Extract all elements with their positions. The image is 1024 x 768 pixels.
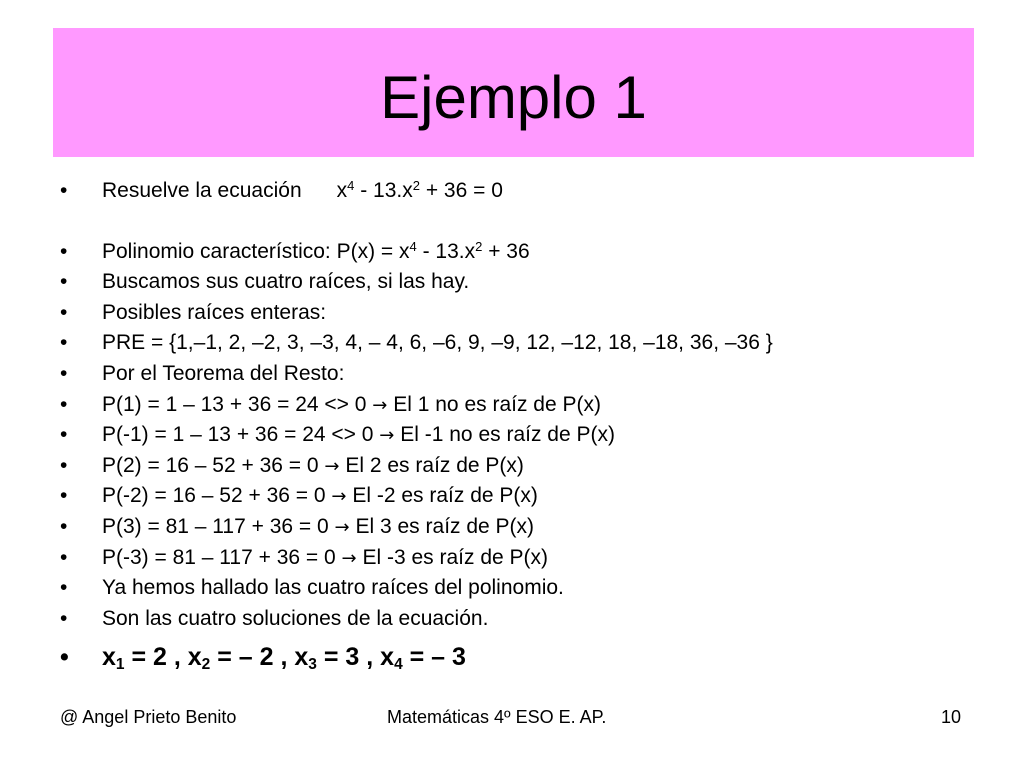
arrow-right-icon: → <box>372 394 388 416</box>
list-item-found-roots: • Ya hemos hallado las cuatro raíces del polinomio. <box>60 573 980 604</box>
bullet-icon: • <box>60 361 68 385</box>
list-item-equation: • Resuelve la ecuación $x^4 - 13.x^2 + 36 = 0$ <box>60 176 980 207</box>
bullet-icon: • <box>60 179 68 202</box>
list-item-p3: • P(3) = 81 – 117 + 36 = 0 → El 3 es raíz de P(x) <box>60 512 980 543</box>
list-item-solutions: • Son las cuatro soluciones de la ecuación. <box>60 604 980 635</box>
title-banner <box>53 28 974 157</box>
list-item-polynomial: • Polinomio característico: $P(x) = x^4 - 13.x^2 + 36$ <box>60 237 980 268</box>
list-item-pminus1: • P(-1) = 1 – 13 + 36 = 24 <> 0 → El -1 no es raíz de P(x) <box>60 420 980 451</box>
list-item-remainder-theorem: • Por el Teorema del Resto: <box>60 359 980 390</box>
bullet-icon: • <box>60 423 68 447</box>
bullet-icon: • <box>60 576 68 600</box>
footer-author: @ Angel Prieto Benito <box>60 707 237 727</box>
slide-title: Ejemplo 1 <box>380 63 647 131</box>
footer-page-number: 10 <box>941 707 962 727</box>
arrow-right-icon: → <box>334 516 350 538</box>
list-item-p1: • P(1) = 1 – 13 + 36 = 24 <> 0 → El 1 no es raíz de P(x) <box>60 390 980 421</box>
list-item-final-solutions: • $x_1 = 2$ , $x_2$ = – 2 , $x_3 = 3$ , $x_4$ = – 3 <box>60 638 980 676</box>
list-item-p2: • P(2) = 16 – 52 + 36 = 0 → El 2 es raíz de P(x) <box>60 451 980 482</box>
equation-intro: Resuelve la ecuación <box>102 179 302 202</box>
bullet-icon: • <box>60 270 68 294</box>
bullet-icon: • <box>60 392 68 416</box>
bullet-icon: • <box>60 331 68 355</box>
bullet-icon: • <box>60 514 68 538</box>
arrow-right-icon: → <box>331 486 347 508</box>
bullet-list <box>60 176 980 676</box>
arrow-right-icon: → <box>379 425 395 447</box>
bullet-icon: • <box>60 300 68 324</box>
list-item-pminus3: • P(-3) = 81 – 117 + 36 = 0 → El -3 es raíz de P(x) <box>60 543 980 574</box>
arrow-right-icon: → <box>324 455 340 477</box>
bullet-icon: • <box>60 453 68 477</box>
footer-course: Matemáticas 4º ESO E. AP. <box>387 707 607 727</box>
list-item-pminus2: • P(-2) = 16 – 52 + 36 = 0 → El -2 es raíz de P(x) <box>60 481 980 512</box>
list-item-pre-set: • PRE = {1,–1, 2, –2, 3, –3, 4, – 4, 6, –6, 9, –9, 12, –12, 18, –18, 36, –36 } <box>60 328 980 359</box>
list-item-search-roots: • Buscamos sus cuatro raíces, si las hay. <box>60 267 980 298</box>
list-item-possible-roots: • Posibles raíces enteras: <box>60 298 980 329</box>
bullet-icon: • <box>60 545 68 569</box>
bullet-icon: • <box>60 643 69 672</box>
arrow-right-icon: → <box>341 547 357 569</box>
bullet-icon: • <box>60 239 68 263</box>
bullet-icon: • <box>60 606 68 630</box>
bullet-icon: • <box>60 484 68 508</box>
